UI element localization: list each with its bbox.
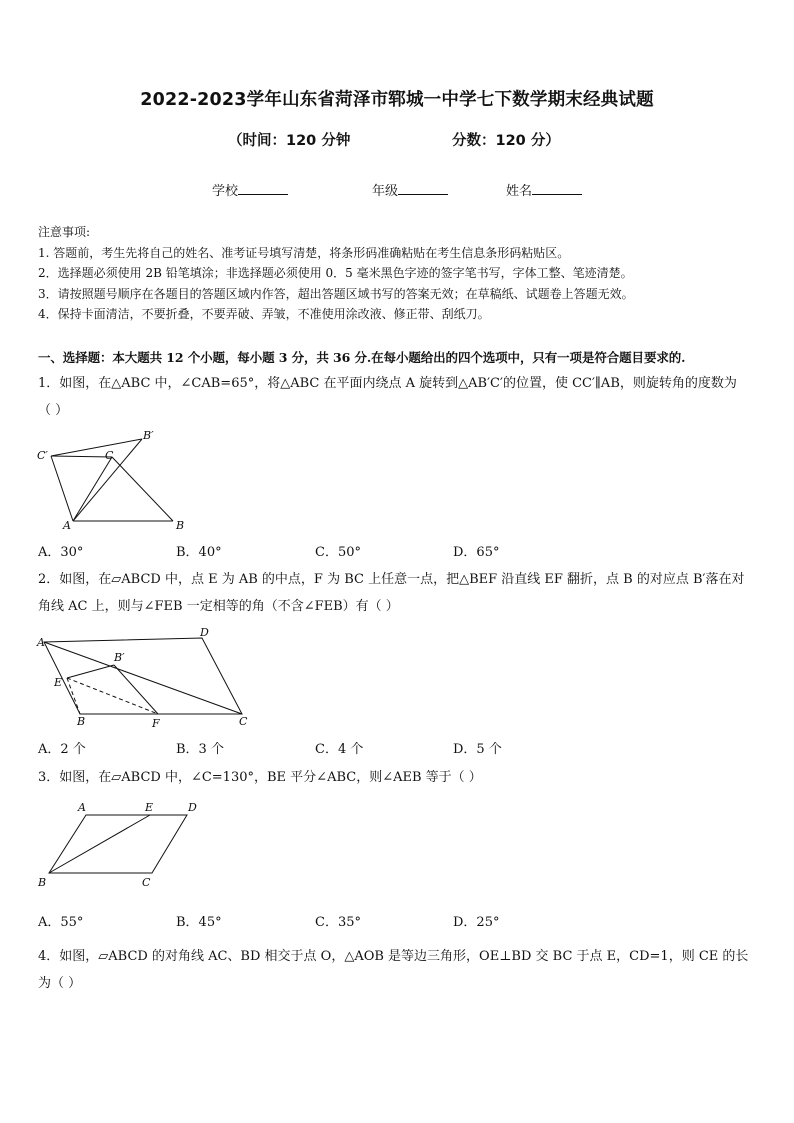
segment-b1-f bbox=[114, 665, 158, 714]
question-stem: 1．如图，在△ABC 中，∠CAB=65°，将△ABC 在平面内绕点 A 旋转到△AB′C′的位置，使 CC′∥AB，则旋转角的度数为 bbox=[38, 376, 737, 391]
name-blank[interactable] bbox=[532, 182, 582, 195]
label-b: B bbox=[38, 876, 47, 889]
label-b-prime: B′ bbox=[114, 651, 125, 664]
section-heading: 一、选择题：本大题共 12 个小题，每小题 3 分，共 36 分.在每小题给出的四个选项中，只有一项是符合题目要求的. bbox=[38, 350, 686, 365]
option-d[interactable]: D．5 个 bbox=[453, 742, 502, 757]
question-2 bbox=[38, 566, 760, 620]
parallelogram-abcd bbox=[49, 815, 187, 873]
label-a: A bbox=[63, 519, 71, 532]
name-label: 姓名 bbox=[506, 184, 533, 199]
label-b-prime: B′ bbox=[143, 429, 154, 442]
segment-c-b bbox=[112, 457, 173, 521]
label-c: C bbox=[105, 449, 114, 462]
notice-block bbox=[38, 222, 768, 325]
question-1 bbox=[38, 370, 760, 424]
label-d: D bbox=[188, 801, 197, 814]
segment-e-f bbox=[67, 678, 158, 714]
notice-item: 3．请按照题号顺序在各题目的答题区域内作答，超出答题区域书写的答案无效；在草稿纸、试题卷上答题无效。 bbox=[38, 286, 634, 301]
school-field[interactable] bbox=[212, 180, 288, 199]
figure-2 bbox=[30, 624, 260, 732]
time-limit: （时间：120 分钟 bbox=[228, 133, 351, 149]
segment-c1-b1 bbox=[51, 439, 142, 456]
label-c: C bbox=[142, 876, 151, 889]
label-b: B bbox=[77, 715, 86, 728]
question-stem-cont: 角线 AC 上，则与∠FEB 一定相等的角（不含∠FEB）有（ ） bbox=[38, 599, 399, 614]
option-a[interactable]: A．30° bbox=[38, 545, 84, 560]
total-score: 分数：120 分） bbox=[452, 133, 560, 149]
name-field[interactable] bbox=[506, 180, 582, 199]
figure-3 bbox=[30, 796, 210, 896]
question-stem: 3．如图，在▱ABCD 中，∠C=130°，BE 平分∠ABC，则∠AEB 等于（ ） bbox=[38, 770, 482, 785]
label-a: A bbox=[78, 801, 86, 814]
segment-e-b bbox=[67, 678, 80, 714]
option-b[interactable]: B．3 个 bbox=[176, 742, 224, 757]
label-a: A bbox=[37, 636, 45, 649]
segment-c1-a bbox=[51, 456, 73, 521]
label-c: C bbox=[239, 715, 248, 728]
grade-label: 年级 bbox=[372, 184, 399, 199]
question-stem: 2．如图，在▱ABCD 中，点 E 为 AB 的中点，F 为 BC 上任意一点，把△BEF 沿直线 EF 翻折，点 B 的对应点 B′落在对 bbox=[38, 572, 745, 587]
grade-field[interactable] bbox=[372, 180, 448, 199]
option-a[interactable]: A．2 个 bbox=[38, 742, 86, 757]
question-3 bbox=[38, 764, 760, 791]
label-f: F bbox=[152, 717, 160, 730]
figure-1 bbox=[30, 428, 200, 534]
notice-item: 4．保持卡面清洁，不要折叠，不要弄破、弄皱，不准使用涂改液、修正带、刮纸刀。 bbox=[38, 307, 490, 321]
notice-item: 1. 答题前，考生先将自己的姓名、准考证号填写清楚，将条形码准确粘贴在考生信息条形码粘贴区。 bbox=[38, 245, 570, 260]
label-b: B bbox=[176, 519, 185, 532]
question-stem-cont: （ ） bbox=[38, 403, 69, 418]
grade-blank[interactable] bbox=[398, 182, 448, 195]
option-c[interactable]: C．50° bbox=[315, 545, 361, 560]
label-c-prime: C′ bbox=[37, 449, 48, 462]
label-e: E bbox=[145, 801, 154, 814]
label-e: E bbox=[54, 676, 63, 689]
notice-item: 2．选择题必须使用 2B 铅笔填涂；非选择题必须使用 0．5 毫米黑色字迹的签字笔书写，字体工整、笔迹清楚。 bbox=[38, 266, 633, 280]
segment-c1-c bbox=[51, 456, 112, 457]
segment-e-b1 bbox=[67, 665, 114, 678]
option-c[interactable]: C．35° bbox=[315, 915, 361, 930]
school-blank[interactable] bbox=[238, 182, 288, 195]
segment-b-e bbox=[49, 815, 150, 873]
option-d[interactable]: D．65° bbox=[453, 545, 500, 560]
question-stem: 4．如图，▱ABCD 的对角线 AC、BD 相交于点 O，△AOB 是等边三角形，OE⊥BD 交 BC 于点 E，CD=1，则 CE 的长 bbox=[38, 949, 749, 964]
notice-heading: 注意事项: bbox=[38, 225, 91, 239]
option-c[interactable]: C．4 个 bbox=[315, 742, 364, 757]
diagonal-ac bbox=[44, 642, 242, 714]
question-stem-cont: 为（ ） bbox=[38, 976, 82, 991]
segment-a-c bbox=[73, 457, 112, 521]
school-label: 学校 bbox=[212, 184, 239, 199]
page-title: 2022-2023学年山东省菏泽市郓城一中学七下数学期末经典试题 bbox=[140, 90, 654, 110]
question-4 bbox=[38, 943, 760, 997]
option-a[interactable]: A．55° bbox=[38, 915, 84, 930]
label-d: D bbox=[200, 626, 209, 639]
option-d[interactable]: D．25° bbox=[453, 915, 500, 930]
option-b[interactable]: B．45° bbox=[176, 915, 222, 930]
option-b[interactable]: B．40° bbox=[176, 545, 222, 560]
